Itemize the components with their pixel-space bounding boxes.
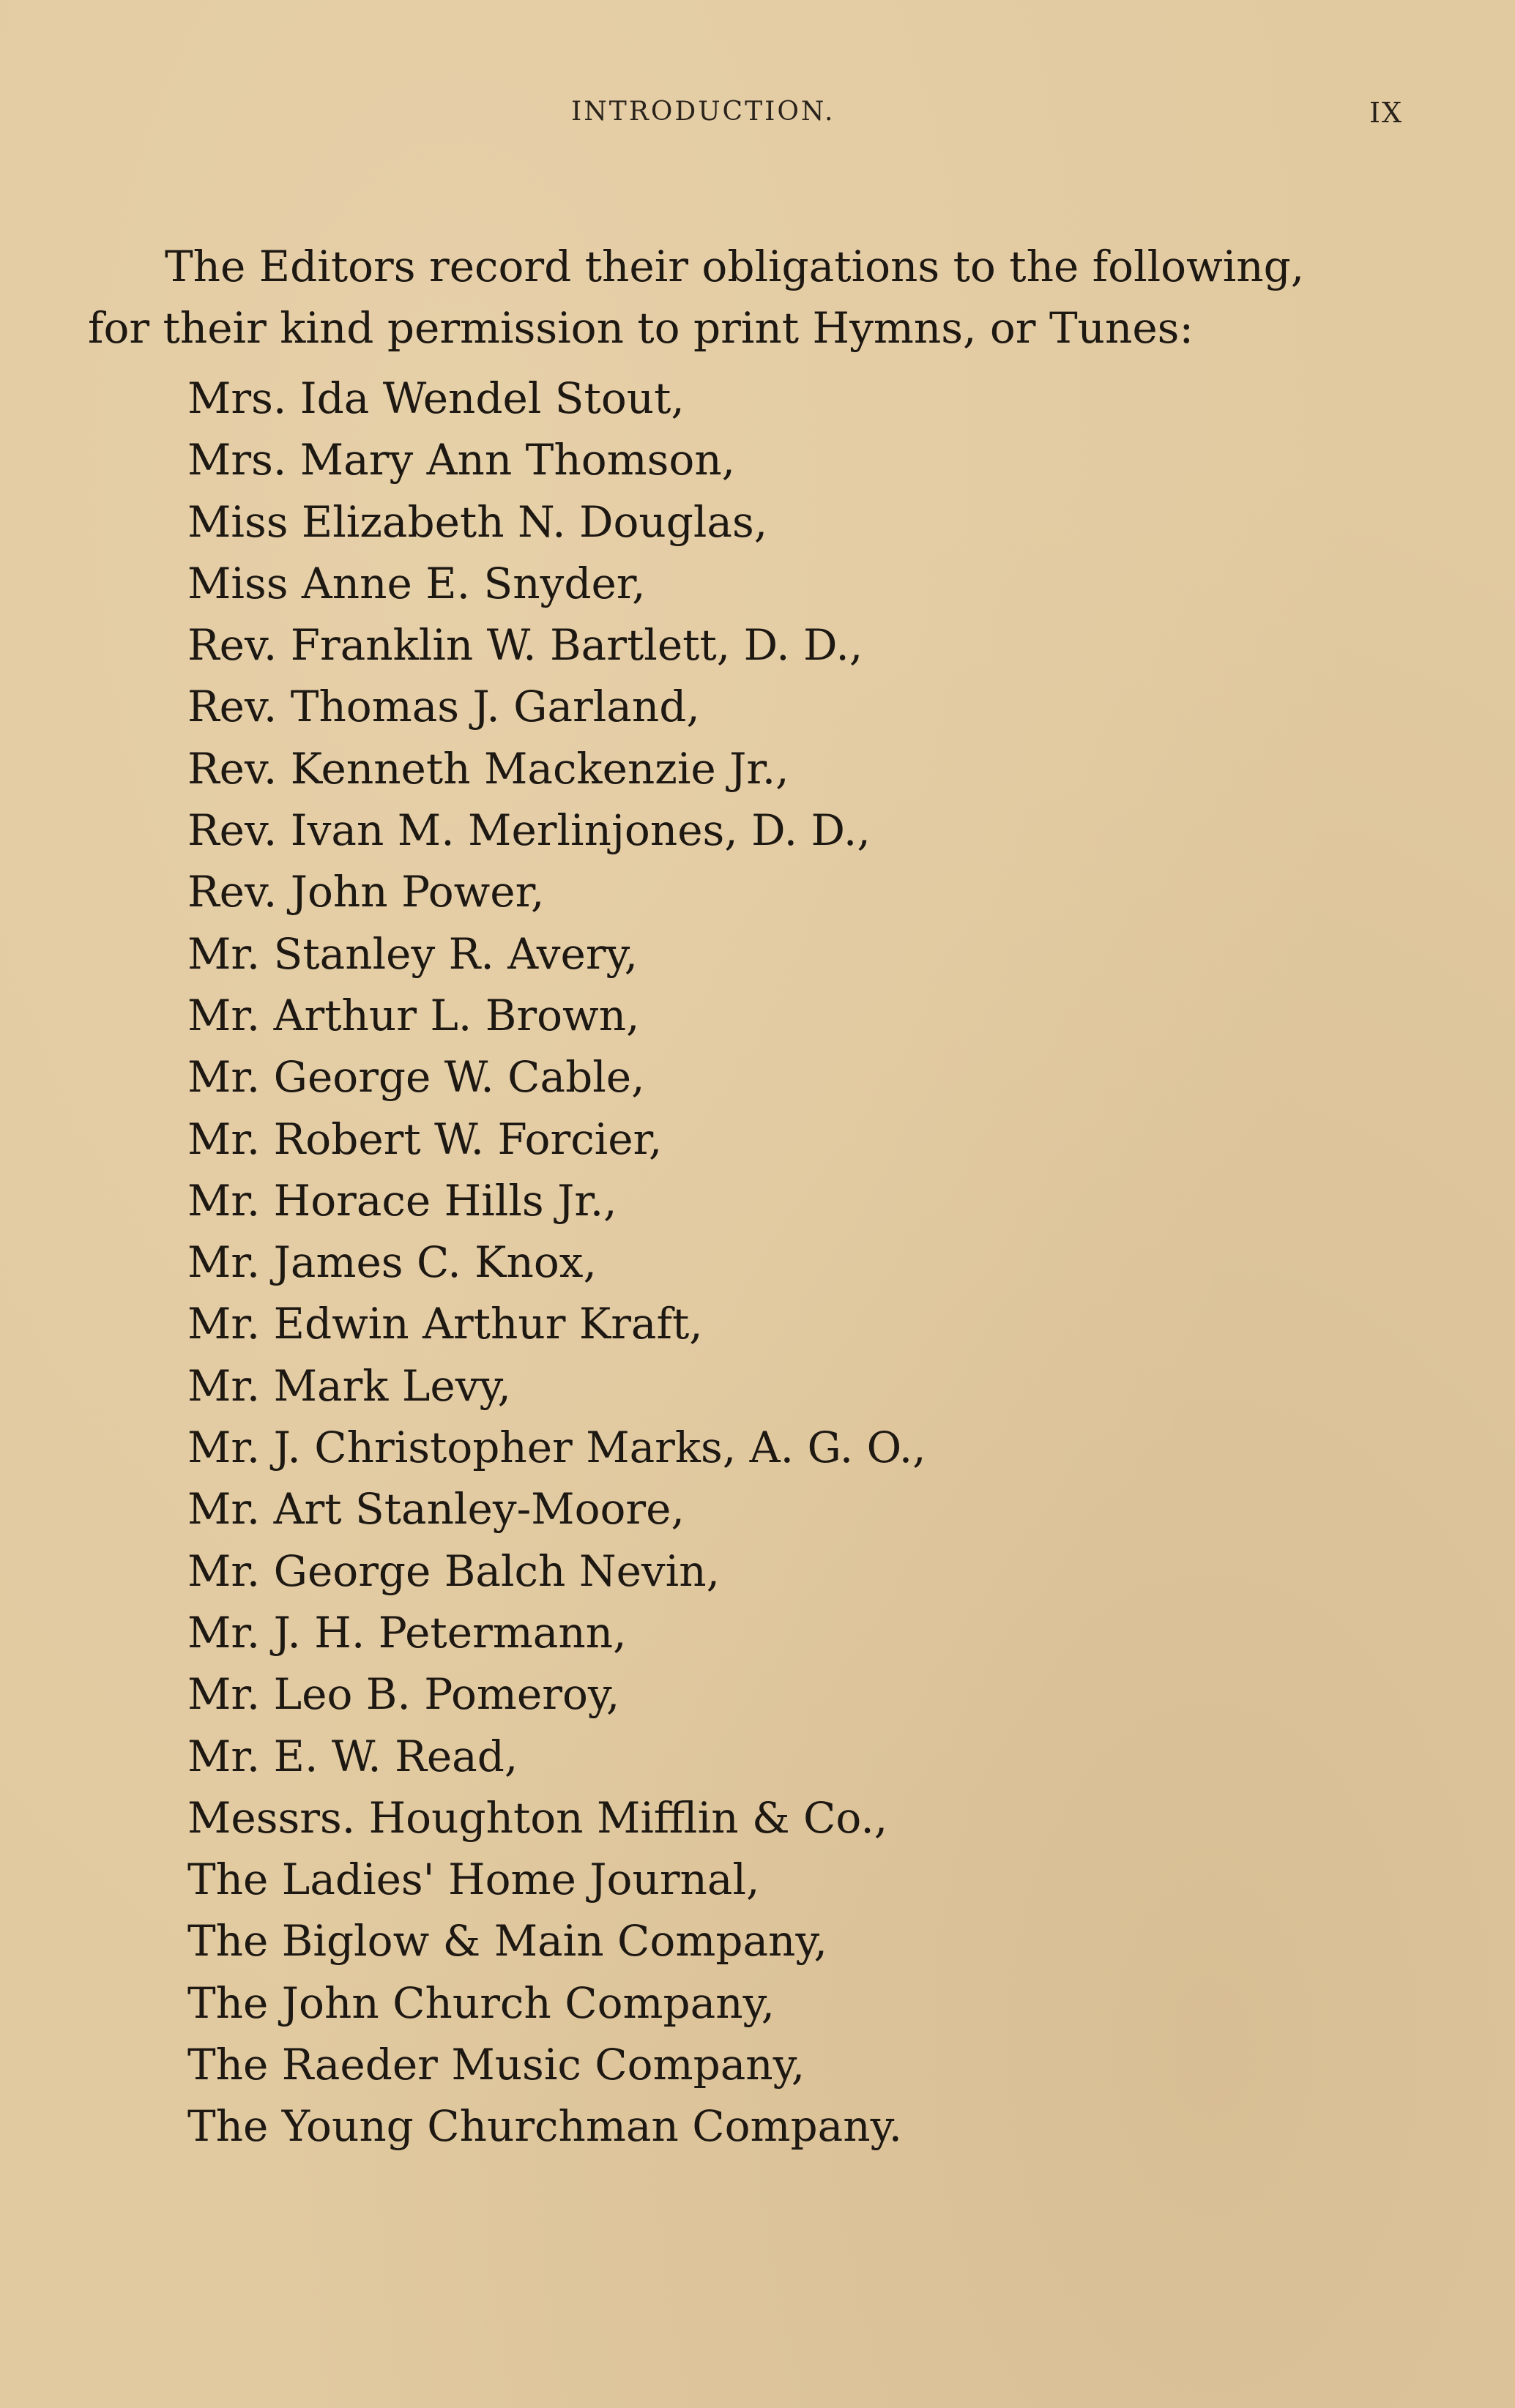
acknowledgment-list-item: Mr. George Balch Nevin, bbox=[187, 1546, 721, 1596]
acknowledgment-list-item: The John Church Company, bbox=[187, 1978, 775, 2028]
acknowledgment-list-item: The Raeder Music Company, bbox=[187, 2040, 805, 2090]
acknowledgment-list-item: Messrs. Houghton Mifflin & Co., bbox=[187, 1792, 888, 1843]
acknowledgment-list-item: Mrs. Mary Ann Thomson, bbox=[187, 435, 736, 485]
acknowledgment-list-item: Rev. Ivan M. Merlinjones, D. D., bbox=[187, 805, 871, 856]
acknowledgment-list-item: Rev. Thomas J. Garland, bbox=[187, 682, 700, 732]
acknowledgment-list-item: Mr. Stanley R. Avery, bbox=[187, 928, 639, 979]
acknowledgment-list bbox=[187, 368, 926, 2158]
acknowledgment-list-item: Mr. J. Christopher Marks, A. G. O., bbox=[187, 1423, 926, 1473]
acknowledgment-list-item: Rev. John Power, bbox=[187, 867, 545, 917]
acknowledgment-list-item: The Biglow & Main Company, bbox=[187, 1916, 827, 1967]
acknowledgment-list-item: Mr. Robert W. Forcier, bbox=[187, 1114, 663, 1164]
intro-paragraph bbox=[88, 236, 1450, 359]
acknowledgment-list-item: Mr. J. H. Petermann, bbox=[187, 1607, 627, 1658]
acknowledgment-list-item: Miss Elizabeth N. Douglas, bbox=[187, 496, 768, 547]
acknowledgment-list-item: Mr. George W. Cable, bbox=[187, 1052, 645, 1103]
acknowledgment-list-item: Miss Anne E. Snyder, bbox=[187, 558, 646, 608]
page-number: IX bbox=[1369, 97, 1404, 129]
acknowledgment-list-item: Mr. Leo B. Pomeroy, bbox=[187, 1669, 620, 1720]
acknowledgment-list-item: Mr. Art Stanley-Moore, bbox=[187, 1484, 685, 1535]
acknowledgment-list-item: Rev. Kenneth Mackenzie Jr., bbox=[187, 743, 789, 794]
acknowledgment-list-item: Mr. James C. Knox, bbox=[187, 1237, 597, 1288]
acknowledgment-list-item: Rev. Franklin W. Bartlett, D. D., bbox=[187, 620, 863, 671]
acknowledgment-list-item: Mr. Horace Hills Jr., bbox=[187, 1175, 617, 1226]
acknowledgment-list-item: Mr. Mark Levy, bbox=[187, 1360, 511, 1411]
acknowledgment-list-item: Mr. E. W. Read, bbox=[187, 1731, 518, 1781]
intro-line-2: for their kind permission to print Hymns, or Tunes: bbox=[88, 303, 1194, 353]
acknowledgment-list-item: The Ladies' Home Journal, bbox=[187, 1855, 760, 1905]
acknowledgment-list-item: Mrs. Ida Wendel Stout, bbox=[187, 373, 685, 423]
acknowledgment-list-item: Mr. Arthur L. Brown, bbox=[187, 990, 640, 1040]
acknowledgment-list-item: Mr. Edwin Arthur Kraft, bbox=[187, 1299, 703, 1349]
acknowledgment-list-item: The Young Churchman Company. bbox=[187, 2101, 903, 2152]
running-head: INTRODUCTION. bbox=[571, 97, 835, 127]
intro-line-1: The Editors record their obligations to the following, bbox=[165, 242, 1305, 291]
